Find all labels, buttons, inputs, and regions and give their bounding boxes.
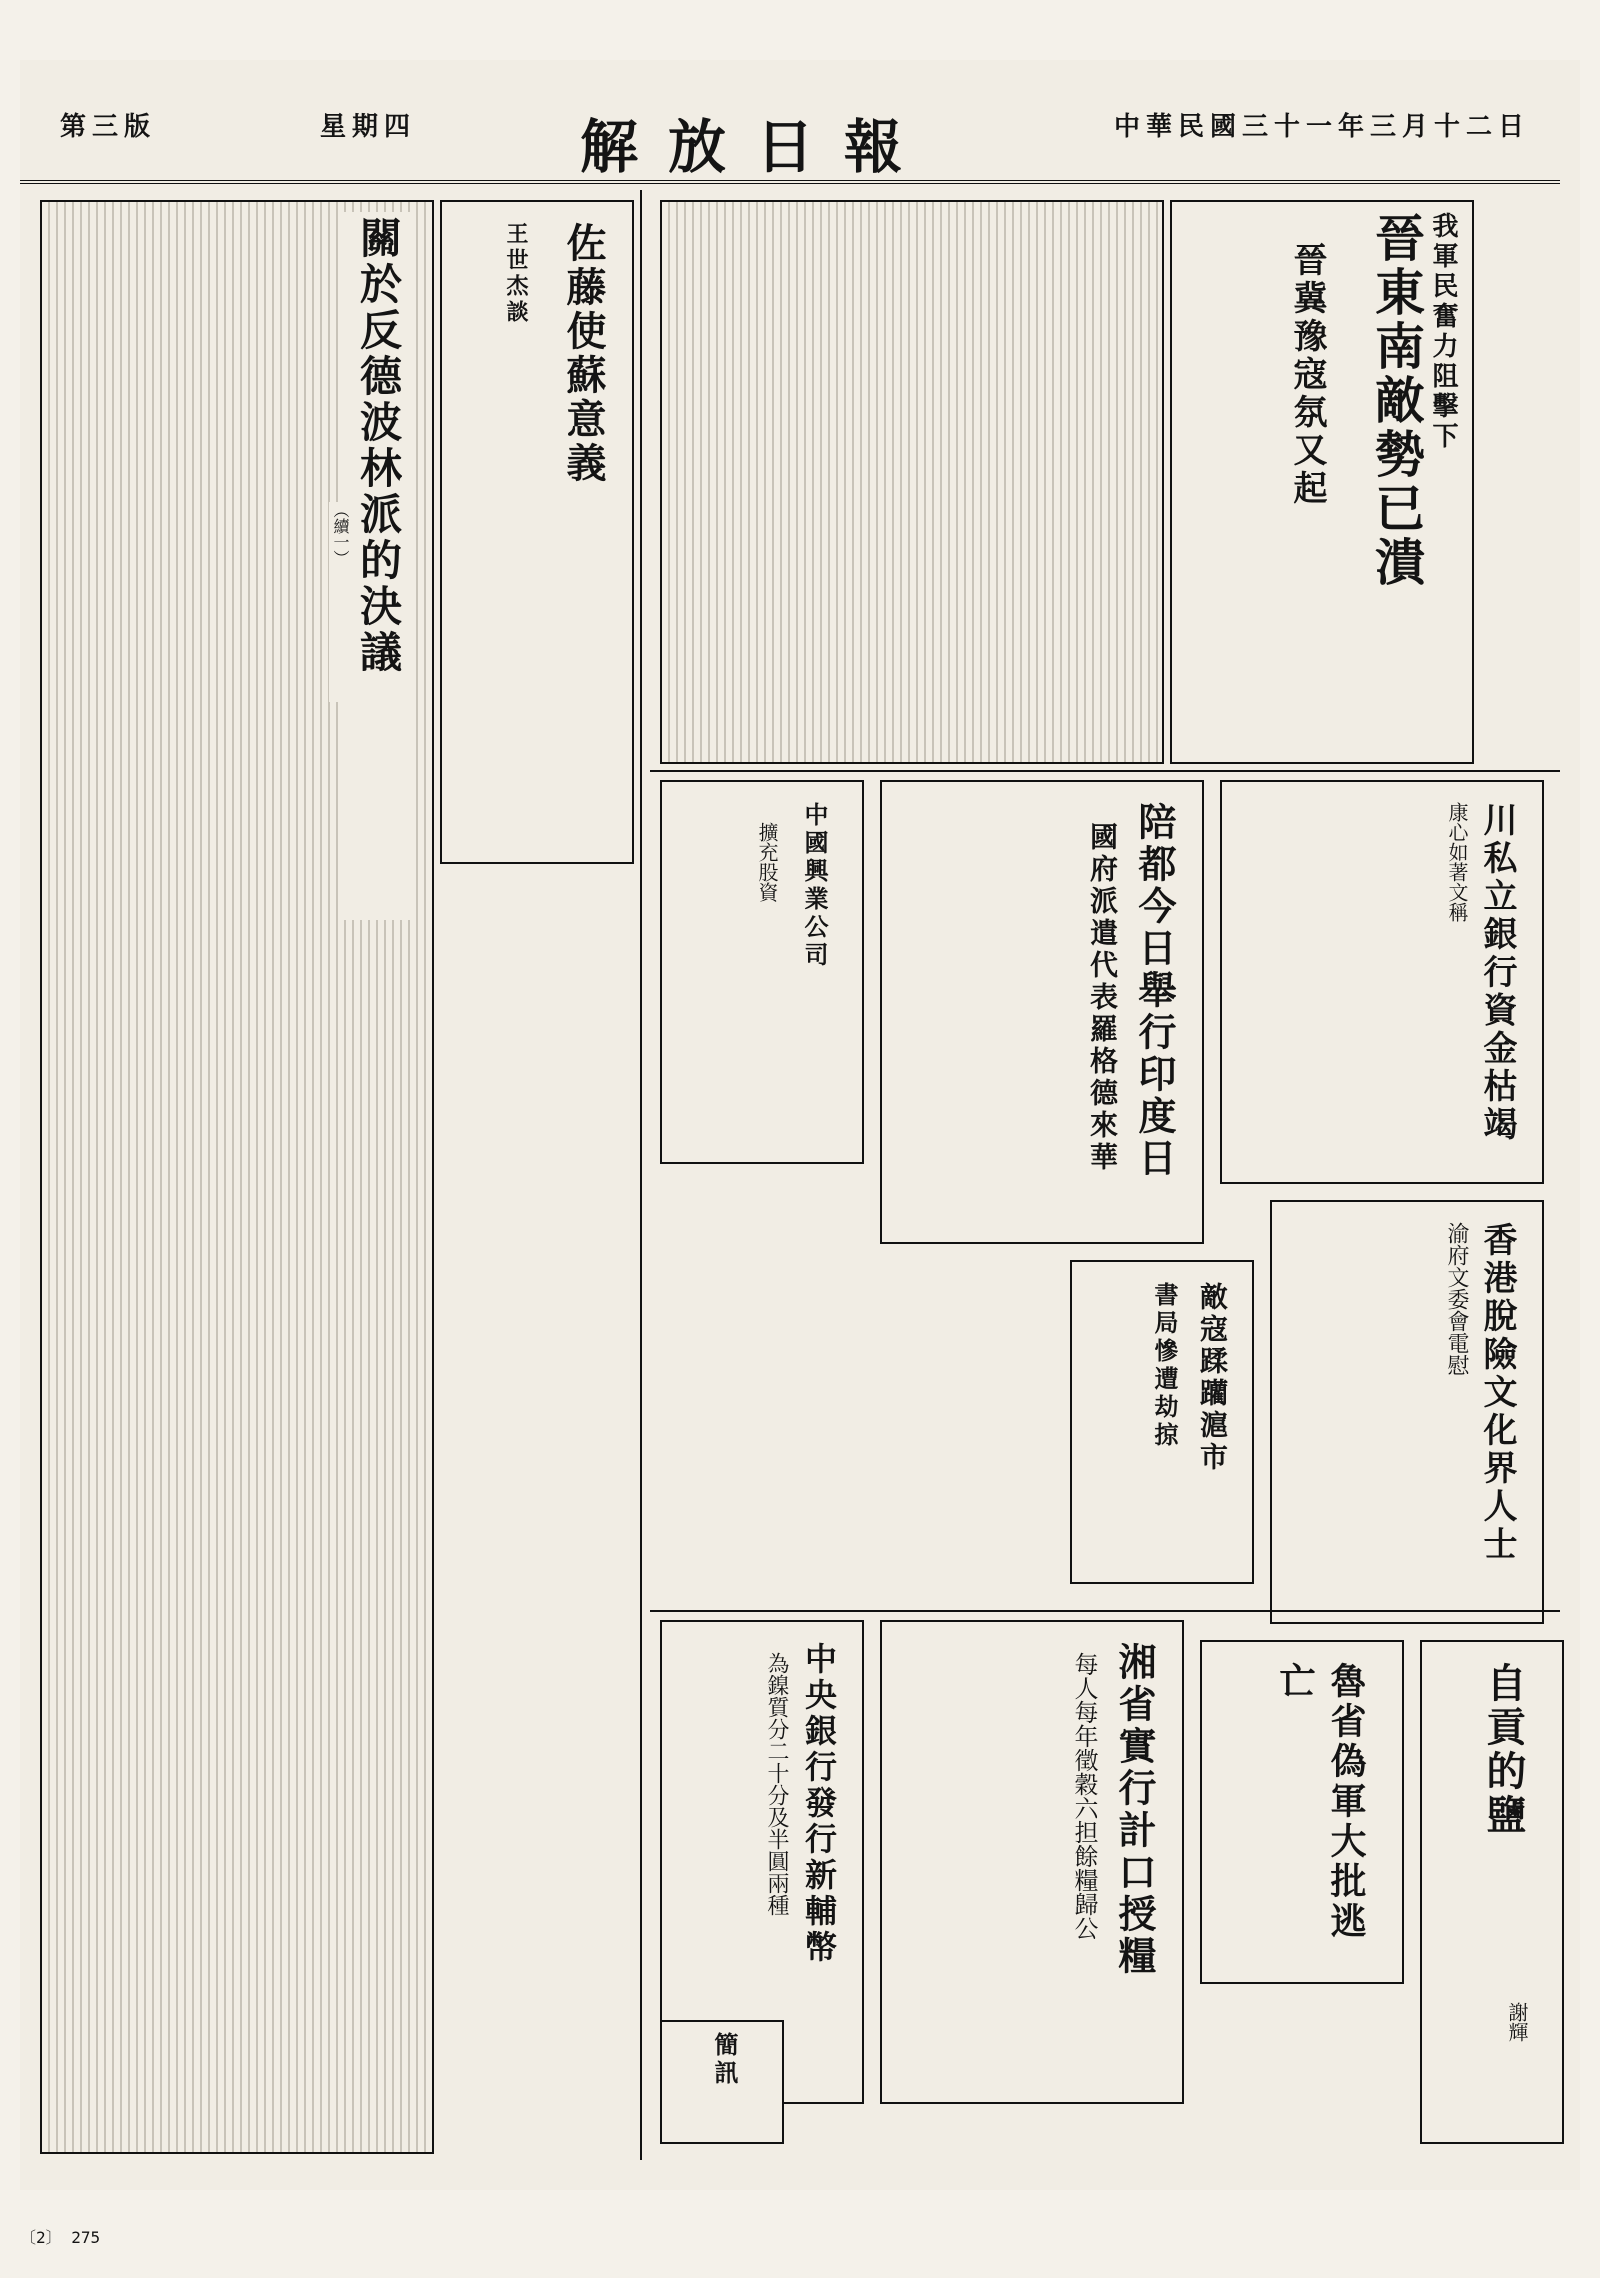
issue-date: 中華民國三十一年三月十二日 bbox=[1113, 112, 1530, 142]
page-number: 第三版 bbox=[60, 112, 157, 142]
article-lead bbox=[1170, 200, 1474, 764]
india-subhead: 國府派遣代表羅格德來華 bbox=[1086, 822, 1119, 1174]
sato-byline: 王世杰談 bbox=[503, 222, 529, 326]
section-rule bbox=[650, 770, 1560, 772]
sato-headline: 佐藤使蘇意義 bbox=[560, 222, 607, 486]
lead-body bbox=[1182, 212, 1272, 752]
masthead bbox=[20, 100, 1560, 184]
shanghai-subhead: 書局慘遭劫掠 bbox=[1150, 1282, 1179, 1450]
article-hongkong bbox=[1270, 1200, 1544, 1624]
article-sato bbox=[440, 200, 634, 864]
india-headline: 陪都今日舉行印度日 bbox=[1132, 802, 1177, 1180]
lead-subhead: 晉冀豫寇氛又起 bbox=[1287, 242, 1327, 508]
article-banks bbox=[1220, 780, 1544, 1184]
deborin-headline: 關於反德波林派的決議 bbox=[344, 212, 412, 920]
article-deborin bbox=[40, 200, 434, 2154]
paper-title: 解放日報 bbox=[580, 113, 933, 181]
column-rule bbox=[640, 190, 642, 2160]
article-hunan bbox=[880, 1620, 1184, 2104]
zigong-byline: 謝輝 bbox=[1505, 2002, 1529, 2042]
footer-page-ref: 〔2〕 275 bbox=[20, 2228, 101, 2247]
article-briefs bbox=[660, 2020, 784, 2144]
weekday: 星期四 bbox=[320, 112, 417, 142]
ad-line: 擴充股資 bbox=[755, 822, 779, 902]
banks-kicker: 康心如著文稱 bbox=[1445, 802, 1469, 922]
deborin-note: （續一） bbox=[329, 502, 352, 702]
ad-box bbox=[660, 780, 864, 1164]
section-rule bbox=[650, 1610, 1560, 1612]
lead-headline: 晉東南敵勢已潰 bbox=[1367, 212, 1426, 590]
ad-company: 中國興業公司 bbox=[800, 802, 829, 970]
hk-kicker: 渝府文委會電慰 bbox=[1444, 1222, 1469, 1376]
hk-headline: 香港脫險文化界人士 bbox=[1477, 1222, 1517, 1564]
briefs-headline: 簡訊 bbox=[710, 2032, 739, 2088]
hunan-headline: 湘省實行計口授糧 bbox=[1112, 1642, 1157, 1978]
article-shandong bbox=[1200, 1640, 1404, 1984]
newspaper-page bbox=[20, 60, 1580, 2190]
lead-kicker: 我軍民奮力阻擊下 bbox=[1428, 212, 1458, 452]
lead-body-text bbox=[660, 200, 1164, 764]
shanghai-headline: 敵寇蹂躪滬市 bbox=[1196, 1282, 1229, 1474]
zigong-headline: 自貢的鹽 bbox=[1480, 1662, 1527, 1838]
banks-headline: 川私立銀行資金枯竭 bbox=[1477, 802, 1517, 1144]
currency-subhead: 為鎳質分二十分及半圓兩種 bbox=[764, 1652, 789, 1916]
hunan-subhead: 每人每年徵穀六担餘糧歸公 bbox=[1070, 1652, 1098, 1940]
shandong-headline: 魯省偽軍大批逃亡 bbox=[1274, 1662, 1367, 1942]
article-shanghai bbox=[1070, 1260, 1254, 1584]
article-india bbox=[880, 780, 1204, 1244]
currency-headline: 中央銀行發行新輔幣 bbox=[800, 1642, 838, 1966]
article-zigong bbox=[1420, 1640, 1564, 2144]
